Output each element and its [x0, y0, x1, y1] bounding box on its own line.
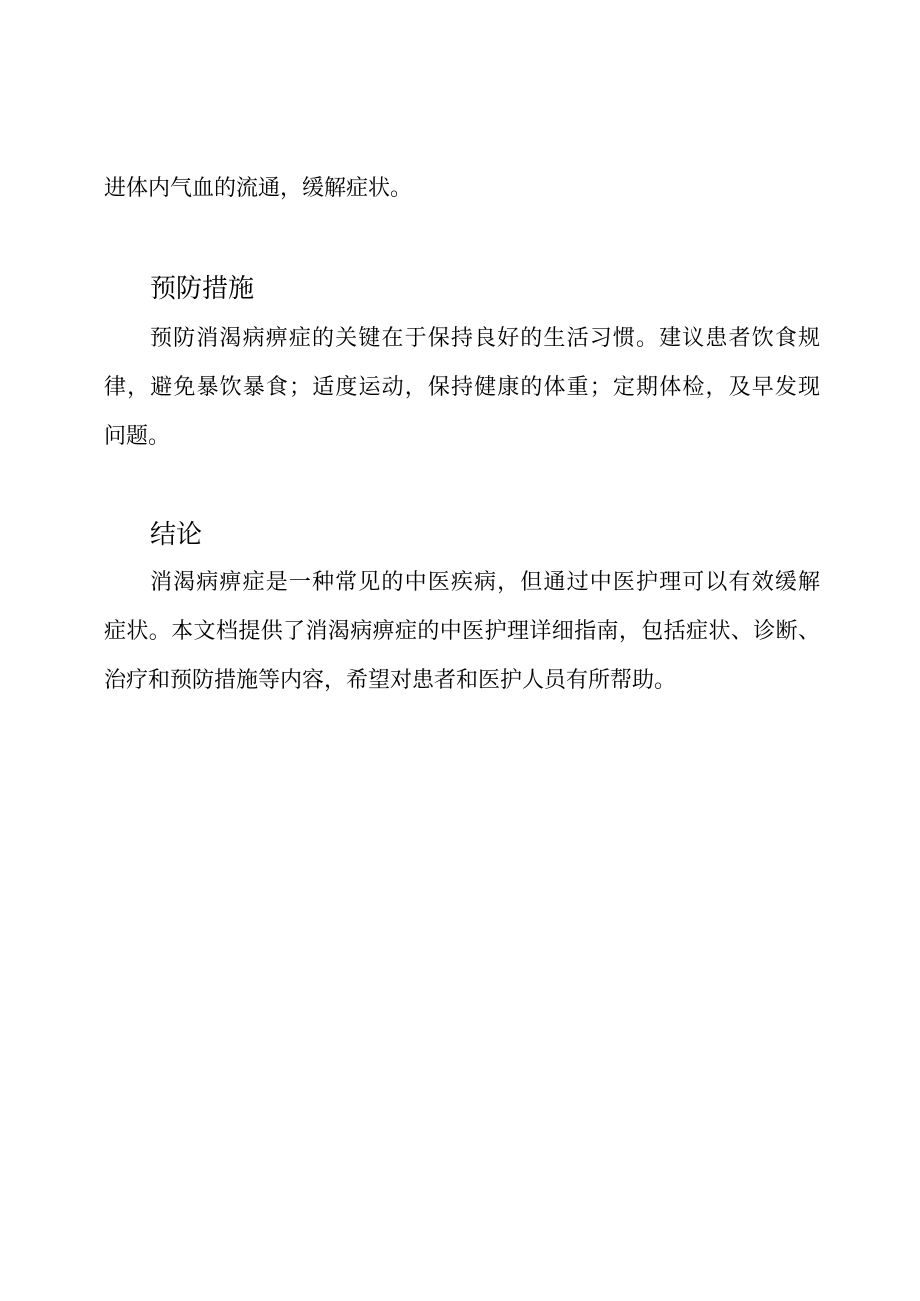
conclusion-paragraph-line: 治疗和预防措施等内容，希望对患者和医护人员有所帮助。	[104, 668, 677, 693]
conclusion-paragraph-line: 消渴病痹症是一种常见的中医疾病，但通过中医护理可以有效缓解	[150, 570, 820, 595]
section-heading-prevention: 预防措施	[150, 274, 255, 304]
conclusion-paragraph-line: 症状。本文档提供了消渴病痹症的中医护理详细指南，包括症状、诊断、	[104, 619, 820, 644]
prevention-paragraph-line: 预防消渴病痹症的关键在于保持良好的生活习惯。建议患者饮食规	[150, 326, 820, 351]
prevention-paragraph-line: 律，避免暴饮暴食；适度运动，保持健康的体重；定期体检，及早发现	[104, 375, 820, 400]
section-heading-conclusion: 结论	[150, 520, 203, 550]
continuation-text-line: 进体内气血的流通，缓解症状。	[104, 176, 413, 201]
prevention-paragraph-line: 问题。	[104, 424, 171, 449]
